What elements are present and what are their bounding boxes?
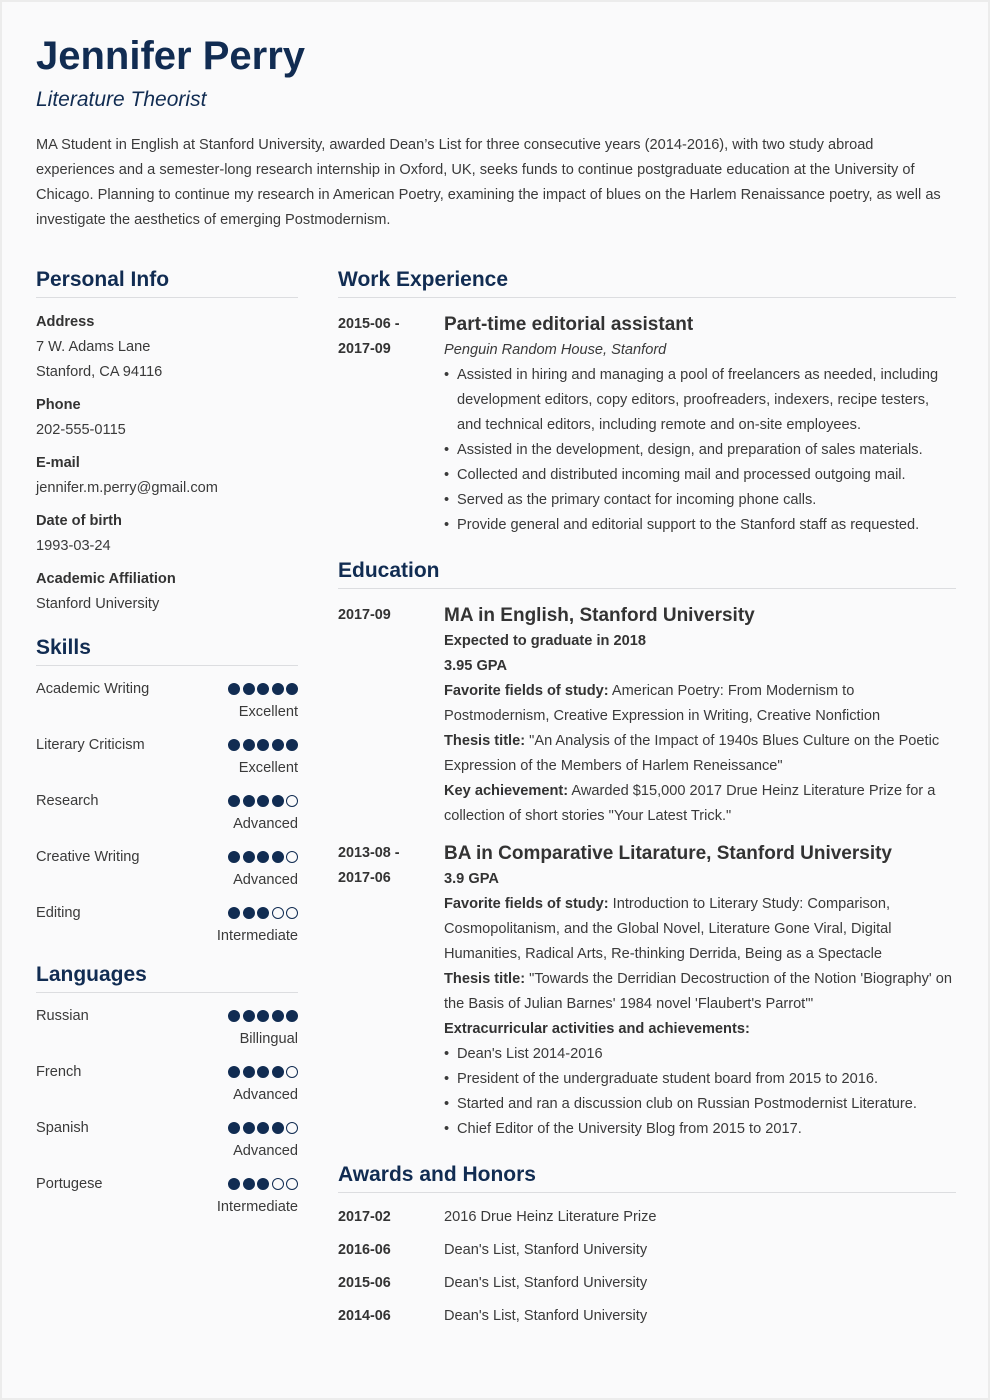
empty-dot-icon [286, 1066, 298, 1078]
filled-dot-icon [272, 851, 284, 863]
filled-dot-icon [257, 851, 269, 863]
filled-dot-icon [243, 1066, 255, 1078]
language-name: Spanish [36, 1120, 89, 1136]
job-title: Part-time editorial assistant [444, 314, 694, 335]
ma-gpa: 3.95 GPA [444, 658, 507, 674]
address-line1: 7 W. Adams Lane [36, 339, 151, 355]
awards-list [338, 1205, 956, 1337]
left-column [36, 267, 298, 1217]
empty-dot-icon [272, 1178, 284, 1190]
filled-dot-icon [257, 1010, 269, 1022]
email-label: E-mail [36, 455, 80, 471]
skill-rating-dots [228, 739, 298, 751]
ma-achievement: Key achievement: Awarded $15,000 2017 Drue Heinz Literature Prize for a collection of short stories "Your Latest Trick." [444, 783, 936, 824]
language-row [36, 993, 298, 1049]
skill-level: Advanced [233, 872, 298, 888]
language-level: Intermediate [216, 1199, 298, 1215]
filled-dot-icon [228, 795, 240, 807]
filled-dot-icon [243, 907, 255, 919]
address-line2: Stanford, CA 94116 [36, 364, 163, 380]
filled-dot-icon [257, 739, 269, 751]
bullet-item: • Provide general and editorial support to the Stanford staff as requested. [444, 513, 956, 538]
work-experience-heading: Work Experience [338, 267, 956, 298]
skill-name: Academic Writing [36, 681, 150, 697]
bullet-item: • Collected and distributed incoming mail and processed outgoing mail. [444, 463, 956, 488]
education-entry-ba [338, 841, 956, 1142]
candidate-title: Literature Theorist [36, 88, 207, 111]
ba-gpa: 3.9 GPA [444, 871, 499, 887]
filled-dot-icon [228, 907, 240, 919]
language-row [36, 1049, 298, 1105]
language-level: Advanced [233, 1087, 298, 1103]
skill-level: Excellent [238, 760, 298, 776]
work-date [338, 312, 418, 362]
skill-name: Research [36, 793, 99, 809]
filled-dot-icon [286, 1010, 298, 1022]
filled-dot-icon [272, 739, 284, 751]
award-text: Dean's List, Stanford University [444, 1308, 648, 1324]
dob-value: 1993-03-24 [36, 538, 111, 554]
phone-label: Phone [36, 397, 81, 413]
award-text: Dean's List, Stanford University [444, 1242, 648, 1258]
filled-dot-icon [243, 1010, 255, 1022]
bullet-item: • Assisted in hiring and managing a pool of freelancers as needed, including development editors, copy editors, proofreaders, indexers, recipe testers, and technical editors, including remote and on-site employees. [444, 363, 956, 438]
empty-dot-icon [286, 907, 298, 919]
language-rating-dots [228, 1122, 298, 1134]
filled-dot-icon [257, 1178, 269, 1190]
filled-dot-icon [286, 683, 298, 695]
skill-name: Editing [36, 905, 81, 921]
ba-thesis: Thesis title: "Towards the Derridian Decostruction of the Notion 'Biography' on the Basis of Julian Barnes' 1984 novel 'Flaubert's Parrot'" [444, 971, 952, 1012]
filled-dot-icon [228, 1010, 240, 1022]
filled-dot-icon [272, 795, 284, 807]
job-duties-list [444, 363, 956, 538]
bullet-item: • Chief Editor of the University Blog from 2015 to 2017. [444, 1117, 956, 1142]
language-name: Russian [36, 1008, 89, 1024]
ba-date-start: 2013-08 - [338, 845, 400, 861]
work-entry [338, 312, 956, 538]
empty-dot-icon [286, 1178, 298, 1190]
skill-rating-dots [228, 907, 298, 919]
filled-dot-icon [272, 683, 284, 695]
affiliation-value: Stanford University [36, 596, 160, 612]
filled-dot-icon [257, 907, 269, 919]
bullet-item: • Assisted in the development, design, and preparation of sales materials. [444, 438, 956, 463]
award-row [338, 1304, 956, 1337]
languages-list [36, 993, 298, 1217]
language-level: Billingual [239, 1031, 298, 1047]
resume-page [2, 2, 988, 1398]
empty-dot-icon [286, 1122, 298, 1134]
email-value[interactable]: jennifer.m.perry@gmail.com [36, 480, 218, 496]
skills-list [36, 666, 298, 946]
language-row [36, 1161, 298, 1217]
filled-dot-icon [228, 683, 240, 695]
filled-dot-icon [228, 1178, 240, 1190]
ma-title: MA in English, Stanford University [444, 605, 755, 626]
language-rating-dots [228, 1010, 298, 1022]
ma-date: 2017-09 [338, 607, 391, 623]
ma-fields: Favorite fields of study: American Poetry: From Modernism to Postmodernism, Creative Expression in Writing, Creative Nonfiction [444, 683, 881, 724]
language-rating-dots [228, 1178, 298, 1190]
bullet-item: • Dean's List 2014-2016 [444, 1042, 956, 1067]
filled-dot-icon [243, 1122, 255, 1134]
award-row [338, 1271, 956, 1304]
filled-dot-icon [257, 795, 269, 807]
filled-dot-icon [228, 1066, 240, 1078]
filled-dot-icon [243, 1178, 255, 1190]
filled-dot-icon [228, 851, 240, 863]
skill-level: Excellent [238, 704, 298, 720]
award-date: 2016-06 [338, 1242, 391, 1258]
affiliation-label: Academic Affiliation [36, 571, 176, 587]
filled-dot-icon [228, 739, 240, 751]
filled-dot-icon [243, 683, 255, 695]
profile-summary: MA Student in English at Stanford University, awarded Dean’s List for three consecutive years (2014-2016), with two study abroad experiences and a semester-long research internship in Oxford, UK, seeks funds to continue postgraduate education at the University of Chicago. Planning to continue my research in American Poetry, examining the impact of blues on the Harlem Renaissance poetry, as well as investigate the aesthetics of emerging Postmodernism. [36, 137, 941, 228]
skill-rating-dots [228, 683, 298, 695]
skill-row [36, 834, 298, 890]
education-entry-ma [338, 603, 956, 829]
ba-extra-label: Extracurricular activities and achievements: [444, 1021, 750, 1037]
ba-fields: Favorite fields of study: Introduction to Literary Study: Comparison, Cosmopolitanism, and the Global Novel, Literature Gone Viral, Digital Humanities, Radical Arts, Re-thinking Derrida, Being as a Spectacle [444, 896, 892, 962]
empty-dot-icon [272, 907, 284, 919]
personal-info-heading: Personal Info [36, 267, 298, 298]
skill-row [36, 666, 298, 722]
skill-level: Advanced [233, 816, 298, 832]
ba-date-end: 2017-06 [338, 870, 391, 886]
candidate-name: Jennifer Perry [36, 34, 306, 78]
award-date: 2015-06 [338, 1275, 391, 1291]
work-date-end: 2017-09 [338, 341, 391, 357]
language-level: Advanced [233, 1143, 298, 1159]
filled-dot-icon [228, 1122, 240, 1134]
bullet-item: • President of the undergraduate student board from 2015 to 2016. [444, 1067, 956, 1092]
skills-heading: Skills [36, 635, 298, 666]
filled-dot-icon [257, 1066, 269, 1078]
skill-row [36, 890, 298, 946]
award-row [338, 1205, 956, 1238]
empty-dot-icon [286, 851, 298, 863]
skill-name: Literary Criticism [36, 737, 145, 753]
skill-row [36, 722, 298, 778]
skill-rating-dots [228, 795, 298, 807]
language-name: Portugese [36, 1176, 103, 1192]
skill-row [36, 778, 298, 834]
award-text: 2016 Drue Heinz Literature Prize [444, 1209, 657, 1225]
award-row [338, 1238, 956, 1271]
languages-heading: Languages [36, 962, 298, 993]
bullet-item: • Served as the primary contact for incoming phone calls. [444, 488, 956, 513]
filled-dot-icon [257, 683, 269, 695]
filled-dot-icon [243, 739, 255, 751]
filled-dot-icon [272, 1066, 284, 1078]
work-date-start: 2015-06 - [338, 316, 400, 332]
phone-value: 202-555-0115 [36, 422, 126, 438]
ma-expected: Expected to graduate in 2018 [444, 633, 646, 649]
right-column [338, 267, 956, 1337]
filled-dot-icon [243, 851, 255, 863]
dob-label: Date of birth [36, 513, 122, 529]
filled-dot-icon [257, 1122, 269, 1134]
award-text: Dean's List, Stanford University [444, 1275, 648, 1291]
skill-rating-dots [228, 851, 298, 863]
language-row [36, 1105, 298, 1161]
empty-dot-icon [286, 795, 298, 807]
ba-date [338, 841, 418, 891]
ba-extracurricular-list [444, 1042, 956, 1142]
language-name: French [36, 1064, 82, 1080]
skill-name: Creative Writing [36, 849, 140, 865]
education-heading: Education [338, 558, 956, 589]
skill-level: Intermediate [216, 928, 298, 944]
filled-dot-icon [272, 1122, 284, 1134]
awards-heading: Awards and Honors [338, 1162, 956, 1193]
award-date: 2017-02 [338, 1209, 391, 1225]
award-date: 2014-06 [338, 1308, 391, 1324]
address-label: Address [36, 314, 95, 330]
ba-title: BA in Comparative Litarature, Stanford University [444, 843, 893, 864]
filled-dot-icon [243, 795, 255, 807]
job-company: Penguin Random House, Stanford [444, 342, 667, 358]
ma-thesis: Thesis title: "An Analysis of the Impact of 1940s Blues Culture on the Poetic Expression of the Members of Harlem Reneissance" [444, 733, 940, 774]
language-rating-dots [228, 1066, 298, 1078]
filled-dot-icon [272, 1010, 284, 1022]
filled-dot-icon [286, 739, 298, 751]
bullet-item: • Started and ran a discussion club on Russian Postmodernist Literature. [444, 1092, 956, 1117]
